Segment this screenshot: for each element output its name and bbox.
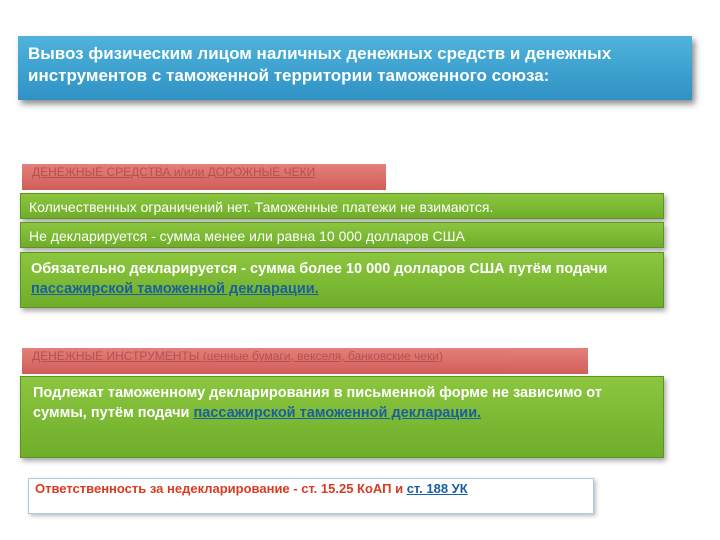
cash-no-limit-box <box>20 193 664 219</box>
instruments-header-strip <box>22 348 588 374</box>
instruments-declaration-link[interactable]: пассажирской таможенной декларации. <box>193 405 482 421</box>
cash-header-strip <box>22 164 386 190</box>
cash-not-declared-box <box>20 222 664 248</box>
responsibility-box <box>28 478 594 514</box>
slide-title <box>18 36 692 100</box>
cash-declared-box <box>20 252 664 308</box>
instruments-header-text: ДЕНЕЖНЫЕ ИНСТРУМЕНТЫ (ценные бумаги, векселя, банковские чеки) <box>32 349 443 363</box>
responsibility-text: Ответственность за недекларирование - ст. 15.25 КоАП и <box>35 481 404 496</box>
instruments-text: Подлежат таможенному декларирования в письменной форме не зависимо от суммы, путём подачи <box>33 385 602 421</box>
cash-no-limit-text: Количественных ограничений нет. Таможенные платежи не взимаются. <box>29 199 494 215</box>
instruments-box <box>20 376 664 458</box>
title-text: Вывоз физическим лицом наличных денежных средств и денежных инструментов с таможенной территории таможенного союза: <box>28 44 612 85</box>
cash-header-text: ДЕНЕЖНЫЕ СРЕДСТВА и/или ДОРОЖНЫЕ ЧЕКИ <box>32 165 316 179</box>
cash-declared-text: Обязательно декларируется - сумма более 10 000 долларов США путём подачи <box>31 261 608 277</box>
cash-not-declared-text: Не декларируется - сумма менее или равна 10 000 долларов США <box>29 228 465 244</box>
criminal-code-link[interactable]: ст. 188 УК <box>406 481 468 496</box>
passenger-declaration-link[interactable]: пассажирской таможенной декларации. <box>31 281 319 297</box>
